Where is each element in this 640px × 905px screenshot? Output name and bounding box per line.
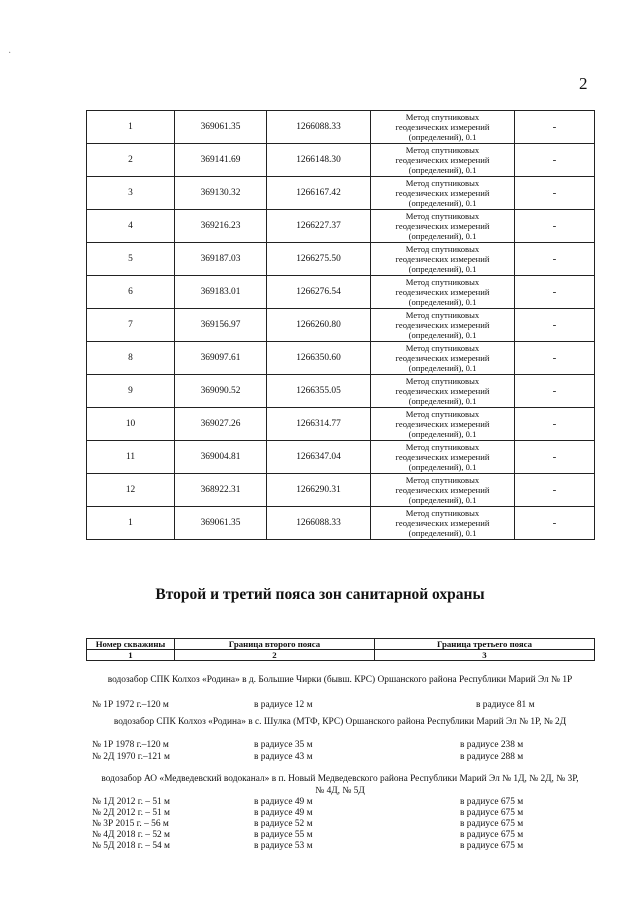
third-zone-radius: в радиусе 238 м xyxy=(460,740,524,750)
well-number: № 2Д 2012 г. – 51 м xyxy=(92,808,170,818)
method-line: (определений), 0.1 xyxy=(408,231,477,242)
method-line: геодезических измерений xyxy=(395,484,490,495)
second-zone-radius: в радиусе 43 м xyxy=(254,752,313,762)
y-coordinate-cell: 1266276.54 xyxy=(267,276,371,309)
method-line: геодезических измерений xyxy=(395,286,490,297)
y-coordinate-cell: 1266314.77 xyxy=(267,408,371,441)
method-line: Метод спутниковых xyxy=(405,276,480,287)
method-line: геодезических измерений xyxy=(395,385,490,396)
coordinates-table xyxy=(86,110,595,540)
note-cell: - xyxy=(515,276,595,309)
point-number-cell: 11 xyxy=(87,441,175,474)
x-coordinate-cell: 369004.81 xyxy=(175,441,267,474)
x-coordinate-cell: 369097.61 xyxy=(175,342,267,375)
well-number: № 2Д 1970 г.–121 м xyxy=(92,752,170,762)
third-zone-radius: в радиусе 675 м xyxy=(460,819,524,829)
x-coordinate-cell: 369027.26 xyxy=(175,408,267,441)
method-line: Метод спутниковых xyxy=(405,342,480,353)
zones-table-header xyxy=(86,638,595,661)
well-number: № 5Д 2018 г. – 54 м xyxy=(92,841,170,851)
y-coordinate-cell: 1266355.05 xyxy=(267,375,371,408)
note-cell: - xyxy=(515,474,595,507)
well-number: № 1Р 1978 г.–120 м xyxy=(92,740,169,750)
method-line: Метод спутниковых xyxy=(405,243,480,254)
note-cell: - xyxy=(515,111,595,144)
y-coordinate-cell: 1266260.80 xyxy=(267,309,371,342)
method-cell xyxy=(371,441,515,474)
method-line: геодезических измерений xyxy=(395,220,490,231)
third-zone-radius: в радиусе 675 м xyxy=(460,808,524,818)
second-zone-radius: в радиусе 53 м xyxy=(254,841,313,851)
point-number-cell: 1 xyxy=(87,111,175,144)
group-title-shulka: водозабор СПК Колхоз «Родина» в с. Шулка (МТФ, КРС) Оршанского района Республики Марий Эл № 1Р, № 2Д xyxy=(113,717,567,727)
method-line: геодезических измерений xyxy=(395,517,490,528)
method-line: Метод спутниковых xyxy=(405,408,480,419)
zones-column-numbers-row xyxy=(87,650,595,661)
header-second-zone: Граница второго пояса xyxy=(175,639,375,650)
method-line: Метод спутниковых xyxy=(405,375,480,386)
method-cell xyxy=(371,408,515,441)
coordinate-row xyxy=(87,507,595,540)
method-line: (определений), 0.1 xyxy=(408,363,477,374)
coordinate-row xyxy=(87,276,595,309)
method-line: геодезических измерений xyxy=(395,352,490,363)
y-coordinate-cell: 1266350.60 xyxy=(267,342,371,375)
coordinate-row xyxy=(87,474,595,507)
method-line: геодезических измерений xyxy=(395,154,490,165)
coordinate-row xyxy=(87,408,595,441)
coordinate-row xyxy=(87,243,595,276)
x-coordinate-cell: 369156.97 xyxy=(175,309,267,342)
coordinate-row xyxy=(87,111,595,144)
y-coordinate-cell: 1266275.50 xyxy=(267,243,371,276)
x-coordinate-cell: 369141.69 xyxy=(175,144,267,177)
method-line: (определений), 0.1 xyxy=(408,330,477,341)
note-cell: - xyxy=(515,441,595,474)
point-number-cell: 6 xyxy=(87,276,175,309)
y-coordinate-cell: 1266148.30 xyxy=(267,144,371,177)
method-line: геодезических измерений xyxy=(395,121,490,132)
header-third-zone: Граница третьего пояса xyxy=(375,639,595,650)
method-cell xyxy=(371,342,515,375)
page-number: 2 xyxy=(579,74,588,93)
method-line: Метод спутниковых xyxy=(405,474,480,485)
well-row xyxy=(0,752,640,764)
method-cell xyxy=(371,309,515,342)
method-cell xyxy=(371,474,515,507)
note-cell: - xyxy=(515,243,595,276)
y-coordinate-cell: 1266347.04 xyxy=(267,441,371,474)
x-coordinate-cell: 369187.03 xyxy=(175,243,267,276)
point-number-cell: 2 xyxy=(87,144,175,177)
method-cell xyxy=(371,144,515,177)
well-number: № 4Д 2018 г. – 52 м xyxy=(92,830,170,840)
method-line: геодезических измерений xyxy=(395,319,490,330)
method-cell xyxy=(371,276,515,309)
method-line: геодезических измерений xyxy=(395,253,490,264)
method-line: Метод спутниковых xyxy=(405,177,480,188)
point-number-cell: 4 xyxy=(87,210,175,243)
y-coordinate-cell: 1266088.33 xyxy=(267,111,371,144)
second-zone-radius: в радиусе 49 м xyxy=(254,797,313,807)
method-cell xyxy=(371,111,515,144)
note-cell: - xyxy=(515,408,595,441)
x-coordinate-cell: 368922.31 xyxy=(175,474,267,507)
third-zone-radius: в радиусе 675 м xyxy=(460,830,524,840)
method-line: геодезических измерений xyxy=(395,187,490,198)
x-coordinate-cell: 369183.01 xyxy=(175,276,267,309)
coordinate-row xyxy=(87,441,595,474)
note-cell: - xyxy=(515,507,595,540)
point-number-cell: 8 xyxy=(87,342,175,375)
y-coordinate-cell: 1266227.37 xyxy=(267,210,371,243)
third-zone-radius: в радиусе 288 м xyxy=(460,752,524,762)
note-cell: - xyxy=(515,144,595,177)
method-line: (определений), 0.1 xyxy=(408,132,477,143)
second-zone-radius: в радиусе 35 м xyxy=(254,740,313,750)
coordinate-row xyxy=(87,342,595,375)
method-line: (определений), 0.1 xyxy=(408,462,477,473)
method-line: геодезических измерений xyxy=(395,451,490,462)
point-number-cell: 10 xyxy=(87,408,175,441)
method-line: (определений), 0.1 xyxy=(408,264,477,275)
group-title-novy-line2: № 4Д, № 5Д xyxy=(315,786,365,796)
method-line: Метод спутниковых xyxy=(405,441,480,452)
method-cell xyxy=(371,507,515,540)
method-line: (определений), 0.1 xyxy=(408,429,477,440)
point-number-cell: 5 xyxy=(87,243,175,276)
coordinate-row xyxy=(87,309,595,342)
point-number-cell: 1 xyxy=(87,507,175,540)
group-title-novy: водозабор АО «Медведевский водоканал» в п. Новый Медведевского района Республики Марий Эл № 1Д, № 2Д, № 3Р, xyxy=(101,774,579,784)
well-row xyxy=(0,700,640,712)
second-zone-radius: в радиусе 12 м xyxy=(254,700,313,710)
section-title: Второй и третий пояса зон санитарной охраны xyxy=(155,586,485,603)
method-line: (определений), 0.1 xyxy=(408,297,477,308)
x-coordinate-cell: 369090.52 xyxy=(175,375,267,408)
method-line: (определений), 0.1 xyxy=(408,198,477,209)
point-number-cell: 3 xyxy=(87,177,175,210)
x-coordinate-cell: 369216.23 xyxy=(175,210,267,243)
coordinate-row xyxy=(87,177,595,210)
method-line: Метод спутниковых xyxy=(405,144,480,155)
third-zone-radius: в радиусе 675 м xyxy=(460,797,524,807)
well-row xyxy=(0,841,640,853)
third-zone-radius: в радиусе 81 м xyxy=(476,700,535,710)
point-number-cell: 7 xyxy=(87,309,175,342)
note-cell: - xyxy=(515,309,595,342)
well-number: № 1Д 2012 г. – 51 м xyxy=(92,797,170,807)
y-coordinate-cell: 1266088.33 xyxy=(267,507,371,540)
group-title-bolshie-chirki: водозабор СПК Колхоз «Родина» в д. Большие Чирки (бывш. КРС) Оршанского района Республики Марий Эл № 1Р xyxy=(107,675,573,685)
zones-header-row xyxy=(87,639,595,650)
method-line: геодезических измерений xyxy=(395,418,490,429)
margin-mark: · xyxy=(8,48,12,59)
second-zone-radius: в радиусе 52 м xyxy=(254,819,313,829)
y-coordinate-cell: 1266167.42 xyxy=(267,177,371,210)
note-cell: - xyxy=(515,342,595,375)
second-zone-radius: в радиусе 55 м xyxy=(254,830,313,840)
well-number: № 3Р 2015 г. – 56 м xyxy=(92,819,169,829)
column-number-1: 1 xyxy=(87,650,175,661)
method-line: Метод спутниковых xyxy=(405,111,480,122)
method-line: Метод спутниковых xyxy=(405,507,480,518)
method-cell xyxy=(371,177,515,210)
point-number-cell: 12 xyxy=(87,474,175,507)
point-number-cell: 9 xyxy=(87,375,175,408)
header-well-number: Номер скважины xyxy=(87,639,175,650)
y-coordinate-cell: 1266290.31 xyxy=(267,474,371,507)
method-line: (определений), 0.1 xyxy=(408,396,477,407)
x-coordinate-cell: 369061.35 xyxy=(175,507,267,540)
method-line: Метод спутниковых xyxy=(405,309,480,320)
note-cell: - xyxy=(515,177,595,210)
method-line: Метод спутниковых xyxy=(405,210,480,221)
coordinate-row xyxy=(87,210,595,243)
method-line: (определений), 0.1 xyxy=(408,528,477,539)
coordinate-row xyxy=(87,144,595,177)
second-zone-radius: в радиусе 49 м xyxy=(254,808,313,818)
method-cell xyxy=(371,210,515,243)
column-number-3: 3 xyxy=(375,650,595,661)
column-number-2: 2 xyxy=(175,650,375,661)
note-cell: - xyxy=(515,375,595,408)
coordinate-row xyxy=(87,375,595,408)
method-cell xyxy=(371,375,515,408)
well-row xyxy=(0,740,640,752)
method-cell xyxy=(371,243,515,276)
method-line: (определений), 0.1 xyxy=(408,165,477,176)
x-coordinate-cell: 369061.35 xyxy=(175,111,267,144)
method-line: (определений), 0.1 xyxy=(408,495,477,506)
x-coordinate-cell: 369130.32 xyxy=(175,177,267,210)
third-zone-radius: в радиусе 675 м xyxy=(460,841,524,851)
note-cell: - xyxy=(515,210,595,243)
well-number: № 1Р 1972 г.–120 м xyxy=(92,700,169,710)
